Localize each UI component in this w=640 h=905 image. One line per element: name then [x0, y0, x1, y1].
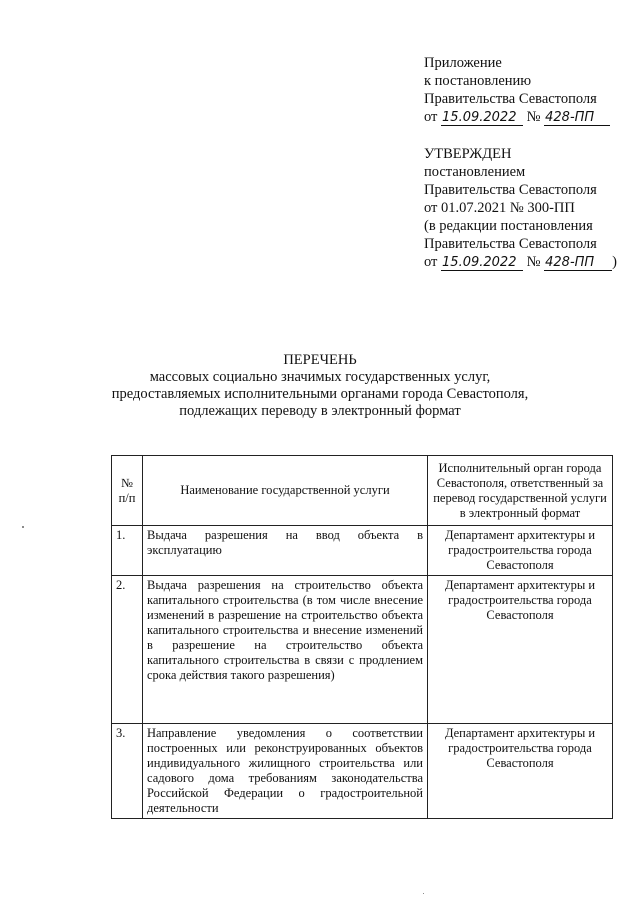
- appendix-number-handwritten: 428-ПП: [544, 110, 610, 126]
- approval-heading: УТВЕРЖДЕН: [424, 146, 512, 162]
- title-heading: ПЕРЕЧЕНЬ: [283, 352, 357, 368]
- approval-line-4: (в редакции постановления: [424, 218, 593, 234]
- approval-line-5: Правительства Севастополя: [424, 236, 597, 252]
- table-header-row: [112, 456, 613, 526]
- document-title: [100, 352, 540, 420]
- row-3-num: 3.: [112, 724, 143, 819]
- row-1-name: Выдача разрешения на ввод объекта в эксплуатацию: [143, 526, 428, 576]
- row-3-name: Направление уведомления о соответствии построенных или реконструированных объектов индивидуального жилищного строительства или садового дома требованиям законодательства Российской Федерации о градостроительной деятельности: [143, 724, 428, 819]
- row-1-org: Департамент архитектуры и градостроительства города Севастополя: [428, 526, 613, 576]
- row-2-num: 2.: [112, 576, 143, 724]
- header-name: Наименование государственной услуги: [143, 456, 428, 526]
- appendix-line-1: Приложение: [424, 55, 502, 71]
- table-row: [112, 724, 613, 819]
- appendix-line-3: Правительства Севастополя: [424, 91, 597, 107]
- table-row: [112, 526, 613, 576]
- appendix-line-2: к постановлению: [424, 73, 532, 89]
- table-row: [112, 576, 613, 724]
- approval-line-2: Правительства Севастополя: [424, 182, 597, 198]
- approval-date-line: [424, 253, 634, 271]
- row-2-name: Выдача разрешения на строительство объекта капитального строительства (в том числе внесение изменений в разрешение на строительство объекта капитального строительства и внесение изменений в разрешение на строительство объекта капитального строительства в связи с продлением срока действия такого разрешения): [143, 576, 428, 724]
- scan-speck: [423, 893, 424, 894]
- approval-closing-paren: ): [612, 254, 617, 270]
- services-table: [111, 455, 613, 819]
- appendix-block: [424, 54, 624, 126]
- approval-block: [424, 145, 634, 271]
- title-line-3: подлежащих переводу в электронный формат: [179, 403, 461, 419]
- row-2-org: Департамент архитектуры и градостроительства города Севастополя: [428, 576, 613, 724]
- approval-number-handwritten: 428-ПП: [544, 255, 612, 271]
- scan-speck: [22, 526, 24, 528]
- approval-number-prefix: №: [526, 254, 541, 270]
- row-1-num: 1.: [112, 526, 143, 576]
- approval-date-prefix: от: [424, 254, 438, 270]
- approval-line-3: от 01.07.2021 № 300-ПП: [424, 200, 575, 216]
- title-line-2: предоставляемых исполнительными органами города Севастополя,: [111, 386, 529, 402]
- appendix-number-prefix: №: [526, 109, 541, 125]
- approval-line-1: постановлением: [424, 164, 526, 180]
- appendix-date-line: [424, 108, 624, 126]
- approval-date-handwritten: 15.09.2022: [441, 255, 523, 271]
- title-line-1: массовых социально значимых государственных услуг,: [149, 369, 491, 385]
- appendix-date-handwritten: 15.09.2022: [441, 110, 523, 126]
- header-org: Исполнительный орган города Севастополя, ответственный за перевод государственной услуги в электронный формат: [428, 456, 613, 526]
- row-3-org: Департамент архитектуры и градостроительства города Севастополя: [428, 724, 613, 819]
- appendix-date-prefix: от: [424, 109, 438, 125]
- header-num: № п/п: [112, 456, 143, 526]
